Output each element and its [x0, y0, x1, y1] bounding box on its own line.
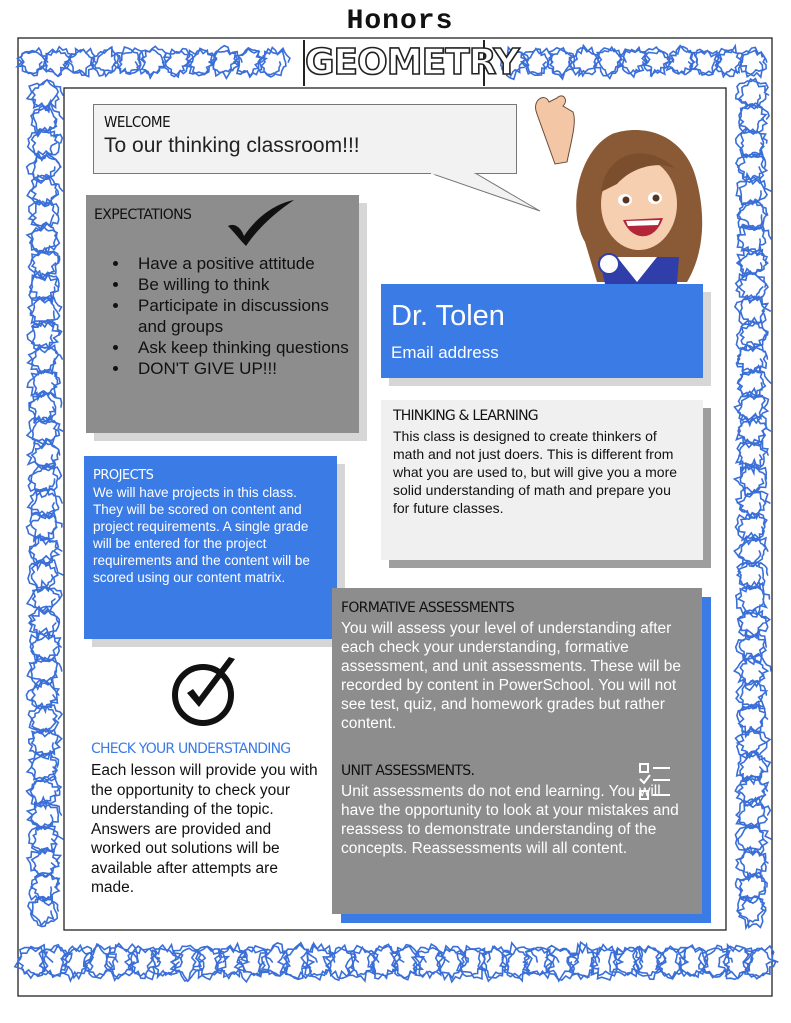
header-honors: Honors: [346, 6, 454, 37]
formative-text: You will assess your level of understanding after each check your understanding, formative assessment, and unit assessments. These will be recorded by content in PowerSchool. You will not see test, quiz, and homework grades but rather content.: [341, 620, 682, 732]
expectations-title: EXPECTATIONS: [94, 207, 192, 223]
welcome-text: To our thinking classroom!!!: [104, 134, 360, 157]
expectations-list: [94, 253, 351, 379]
expectation-item: • Participate in discussions and groups: [130, 295, 351, 337]
expectations-card: [86, 195, 359, 433]
thinking-title: THINKING & LEARNING: [393, 408, 538, 424]
welcome-bubble: [93, 104, 517, 174]
unit-text: Unit assessments do not end learning. You will have the opportunity to look at your mistakes and reassess to demonstrate understanding of the concepts. Reassessments will all content.: [341, 783, 679, 857]
circle-check-icon: [169, 655, 243, 729]
welcome-title: WELCOME: [104, 113, 171, 131]
checklist-icon: [638, 762, 672, 802]
assessments-card: [332, 588, 702, 914]
projects-card: [84, 456, 337, 639]
thinking-text: This class is designed to create thinkers of math and not just doers. This is different from what you are used to, but will give you a more solid understanding of math and prepare you for future classes.: [393, 428, 678, 516]
teacher-email-link[interactable]: Email address: [391, 343, 499, 362]
thinking-learning-card: [381, 400, 703, 560]
teacher-card: [381, 284, 703, 378]
check-understanding-title: CHECK YOUR UNDERSTANDING: [91, 741, 291, 757]
teacher-name: Dr. Tolen: [391, 300, 505, 332]
expectation-item: • DON'T GIVE UP!!!: [130, 358, 351, 379]
expectation-item: • Have a positive attitude: [130, 253, 351, 274]
check-understanding-text: Each lesson will provide you with the opportunity to check your understanding of the topic. Answers are provided and worked out solutions will be available after attempts are made.: [91, 762, 318, 896]
check-understanding-section: [91, 741, 319, 898]
projects-title: PROJECTS: [93, 468, 154, 483]
checkmark-icon: [226, 198, 296, 248]
teacher-avatar: [527, 92, 717, 284]
expectation-item: • Ask keep thinking questions: [130, 337, 351, 358]
expectation-item: • Be willing to think: [130, 274, 351, 295]
header-geometry: GEOMETRY: [303, 40, 485, 86]
formative-title: FORMATIVE ASSESSMENTS: [341, 600, 515, 616]
unit-title: UNIT ASSESSMENTS.: [341, 763, 475, 779]
projects-text: We will have projects in this class. They will be scored on content and project requirements. A single grade will be entered for the project requirements and the content will be scored using our content matrix.: [93, 485, 310, 585]
